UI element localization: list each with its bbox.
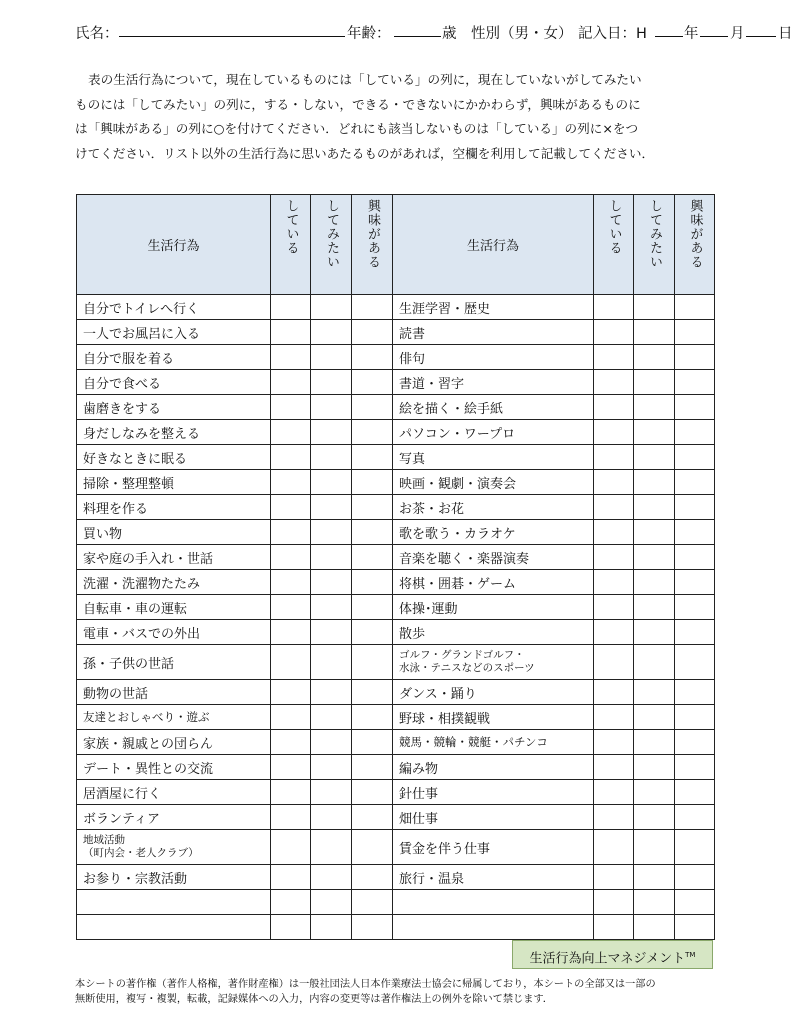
doing-column-header: している	[271, 195, 311, 295]
want-cell[interactable]	[634, 830, 675, 865]
want-cell[interactable]	[311, 570, 352, 595]
doing-cell[interactable]	[594, 755, 634, 780]
table-row-blank	[77, 915, 715, 940]
interest-cell[interactable]	[675, 295, 715, 320]
doing-cell[interactable]	[271, 730, 311, 755]
want-column-header: してみたい	[311, 195, 352, 295]
want-cell[interactable]	[311, 755, 352, 780]
want-cell[interactable]	[311, 520, 352, 545]
table-row	[77, 545, 715, 570]
activity-label: 洗濯・洗濯物たたみ	[77, 570, 271, 595]
activity-label: 編み物	[393, 755, 594, 780]
copyright-notice	[75, 977, 725, 1007]
interest-cell[interactable]	[675, 890, 715, 915]
activity-label: 写真	[393, 445, 594, 470]
table-row	[77, 370, 715, 395]
interest-cell[interactable]	[352, 865, 393, 890]
header-fields	[75, 22, 792, 48]
date-label: 記入日：H	[578, 26, 647, 42]
activity-label: 好きなときに眠る	[77, 445, 271, 470]
want-cell[interactable]	[634, 680, 675, 705]
copyright-line: 本シートの著作権（著作人格権，著作財産権）は一般社団法人日本作業療法士協会に帰属しており，本シートの全部又は一部の	[75, 979, 656, 990]
activity-label: 身だしなみを整える	[77, 420, 271, 445]
activity-label: 旅行・温泉	[393, 865, 594, 890]
table-row	[77, 830, 715, 865]
month-unit: 月	[730, 26, 745, 42]
want-cell[interactable]	[311, 680, 352, 705]
interest-cell[interactable]	[675, 645, 715, 680]
want-cell[interactable]	[311, 470, 352, 495]
activity-label: 家や庭の手入れ・世話	[77, 545, 271, 570]
table-row	[77, 645, 715, 680]
brand-badge	[512, 940, 713, 969]
activity-label: 孫・子供の世話	[77, 645, 271, 680]
instruction-line: 表の生活行為について，現在しているものには「している」の列に，現在していないがしてみたい	[88, 72, 642, 87]
interest-cell[interactable]	[352, 570, 393, 595]
want-cell[interactable]	[634, 620, 675, 645]
doing-cell[interactable]	[594, 545, 634, 570]
interest-cell[interactable]	[675, 830, 715, 865]
interest-cell[interactable]	[675, 495, 715, 520]
interest-cell[interactable]	[675, 520, 715, 545]
interest-cell[interactable]	[352, 595, 393, 620]
table-row	[77, 470, 715, 495]
interest-cell[interactable]	[675, 370, 715, 395]
activity-label: 体操･運動	[393, 595, 594, 620]
instructions	[75, 68, 725, 166]
doing-cell[interactable]	[271, 570, 311, 595]
interest-cell[interactable]	[352, 680, 393, 705]
want-cell[interactable]	[634, 755, 675, 780]
interest-cell[interactable]	[352, 295, 393, 320]
activity-label: 自分で服を着る	[77, 345, 271, 370]
want-cell[interactable]	[634, 570, 675, 595]
want-cell[interactable]	[634, 370, 675, 395]
doing-cell[interactable]	[271, 805, 311, 830]
interest-cell[interactable]	[352, 780, 393, 805]
interest-column-header: 興味がある	[352, 195, 393, 295]
want-cell[interactable]	[311, 890, 352, 915]
want-cell[interactable]	[634, 320, 675, 345]
blank-activity-cell[interactable]	[77, 890, 271, 915]
interest-cell[interactable]	[352, 345, 393, 370]
doing-cell[interactable]	[271, 320, 311, 345]
interest-cell[interactable]	[352, 645, 393, 680]
table-row	[77, 595, 715, 620]
activity-label: 映画・観劇・演奏会	[393, 470, 594, 495]
want-cell[interactable]	[634, 295, 675, 320]
table-row	[77, 705, 715, 730]
age-field[interactable]	[394, 22, 441, 37]
want-cell[interactable]	[311, 730, 352, 755]
want-cell[interactable]	[634, 420, 675, 445]
want-cell[interactable]	[311, 420, 352, 445]
activity-label: 散歩	[393, 620, 594, 645]
activity-label: 賃金を伴う仕事	[393, 830, 594, 865]
want-cell[interactable]	[311, 320, 352, 345]
want-cell[interactable]	[634, 705, 675, 730]
doing-cell[interactable]	[594, 915, 634, 940]
year-unit: 年	[684, 26, 699, 42]
doing-cell[interactable]	[594, 595, 634, 620]
interest-cell[interactable]	[675, 755, 715, 780]
doing-cell[interactable]	[271, 680, 311, 705]
activity-label: 地域活動 （町内会・老人クラブ）	[77, 830, 271, 865]
activity-label: 絵を描く・絵手紙	[393, 395, 594, 420]
doing-cell[interactable]	[271, 545, 311, 570]
want-column-header: してみたい	[634, 195, 675, 295]
want-cell[interactable]	[311, 620, 352, 645]
table-row	[77, 780, 715, 805]
doing-cell[interactable]	[271, 345, 311, 370]
want-cell[interactable]	[634, 595, 675, 620]
doing-cell[interactable]	[594, 570, 634, 595]
doing-cell[interactable]	[594, 320, 634, 345]
want-cell[interactable]	[311, 805, 352, 830]
activity-label: ゴルフ・グランドゴルフ・ 水泳・テニスなどのスポーツ	[393, 645, 594, 680]
interest-cell[interactable]	[675, 915, 715, 940]
activity-label: 自転車・車の運転	[77, 595, 271, 620]
want-cell[interactable]	[311, 370, 352, 395]
doing-cell[interactable]	[271, 620, 311, 645]
want-cell[interactable]	[311, 705, 352, 730]
interest-cell[interactable]	[352, 420, 393, 445]
activity-label: 歯磨きをする	[77, 395, 271, 420]
activity-label: デート・異性との交流	[77, 755, 271, 780]
activity-label: 居酒屋に行く	[77, 780, 271, 805]
activity-label: 野球・相撲観戦	[393, 705, 594, 730]
want-cell[interactable]	[634, 470, 675, 495]
table-row	[77, 345, 715, 370]
want-cell[interactable]	[634, 805, 675, 830]
interest-cell[interactable]	[675, 780, 715, 805]
want-cell[interactable]	[634, 915, 675, 940]
interest-cell[interactable]	[352, 890, 393, 915]
activity-label: 歌を歌う・カラオケ	[393, 520, 594, 545]
doing-cell[interactable]	[594, 470, 634, 495]
doing-cell[interactable]	[271, 890, 311, 915]
interest-cell[interactable]	[352, 830, 393, 865]
day-field[interactable]	[746, 22, 776, 37]
activity-label: 読書	[393, 320, 594, 345]
doing-cell[interactable]	[271, 780, 311, 805]
interest-cell[interactable]	[675, 545, 715, 570]
activity-label: 針仕事	[393, 780, 594, 805]
table-row	[77, 680, 715, 705]
activity-label: 音楽を聴く・楽器演奏	[393, 545, 594, 570]
table-header-row	[77, 195, 715, 295]
activity-label: 料理を作る	[77, 495, 271, 520]
want-cell[interactable]	[311, 345, 352, 370]
doing-cell[interactable]	[271, 645, 311, 680]
want-cell[interactable]	[634, 445, 675, 470]
activity-table	[76, 194, 715, 940]
want-cell[interactable]	[311, 865, 352, 890]
brand-label: 生活行為向上マネジメント	[529, 951, 686, 967]
want-cell[interactable]	[634, 495, 675, 520]
blank-activity-cell[interactable]	[393, 890, 594, 915]
activity-label: ダンス・踊り	[393, 680, 594, 705]
table-row	[77, 730, 715, 755]
interest-cell[interactable]	[675, 570, 715, 595]
activity-label: 将棋・囲碁・ゲーム	[393, 570, 594, 595]
activity-label: 買い物	[77, 520, 271, 545]
want-cell[interactable]	[634, 645, 675, 680]
doing-cell[interactable]	[594, 805, 634, 830]
interest-cell[interactable]	[352, 520, 393, 545]
doing-cell[interactable]	[594, 730, 634, 755]
table-row	[77, 865, 715, 890]
doing-cell[interactable]	[271, 915, 311, 940]
doing-cell[interactable]	[271, 370, 311, 395]
activity-label: 一人でお風呂に入る	[77, 320, 271, 345]
want-cell[interactable]	[311, 295, 352, 320]
want-cell[interactable]	[311, 545, 352, 570]
doing-cell[interactable]	[271, 445, 311, 470]
doing-cell[interactable]	[594, 345, 634, 370]
doing-cell[interactable]	[271, 520, 311, 545]
doing-cell[interactable]	[594, 495, 634, 520]
activity-label: 電車・バスでの外出	[77, 620, 271, 645]
instruction-line: は「興味がある」の列に○を付けてください．どれにも該当しないものは「している」の列に×をつ	[75, 121, 639, 137]
interest-cell[interactable]	[352, 445, 393, 470]
interest-cell[interactable]	[675, 420, 715, 445]
instruction-line: ものには「してみたい」の列に，する・しない，できる・できないにかかわらず，興味があるものに	[75, 96, 641, 112]
month-field[interactable]	[700, 22, 728, 37]
interest-cell[interactable]	[675, 345, 715, 370]
doing-cell[interactable]	[271, 395, 311, 420]
interest-cell[interactable]	[675, 865, 715, 890]
want-cell[interactable]	[634, 730, 675, 755]
table-row	[77, 495, 715, 520]
want-cell[interactable]	[311, 495, 352, 520]
activity-label: 自分でトイレへ行く	[77, 295, 271, 320]
doing-cell[interactable]	[594, 680, 634, 705]
want-cell[interactable]	[634, 395, 675, 420]
blank-activity-cell[interactable]	[393, 915, 594, 940]
interest-cell[interactable]	[675, 805, 715, 830]
interest-cell[interactable]	[675, 470, 715, 495]
interest-cell[interactable]	[352, 620, 393, 645]
year-field[interactable]	[655, 22, 683, 37]
doing-cell[interactable]	[594, 830, 634, 865]
table-row	[77, 295, 715, 320]
doing-cell[interactable]	[594, 520, 634, 545]
interest-cell[interactable]	[352, 320, 393, 345]
activity-label: 掃除・整理整頓	[77, 470, 271, 495]
age-label: 年齢：	[347, 26, 391, 42]
activity-label: 生涯学習・歴史	[393, 295, 594, 320]
doing-cell[interactable]	[271, 595, 311, 620]
activity-label: お参り・宗教活動	[77, 865, 271, 890]
doing-cell[interactable]	[594, 295, 634, 320]
copyright-line: 無断使用，複写・複製，転載，記録媒体への入力，内容の変更等は著作権法上の例外を除いて禁じます．	[75, 994, 553, 1005]
interest-cell[interactable]	[352, 805, 393, 830]
doing-cell[interactable]	[271, 470, 311, 495]
want-cell[interactable]	[311, 780, 352, 805]
blank-activity-cell[interactable]	[77, 915, 271, 940]
interest-cell[interactable]	[675, 620, 715, 645]
interest-cell[interactable]	[352, 470, 393, 495]
trademark-mark: TM	[685, 951, 696, 959]
interest-cell[interactable]	[352, 370, 393, 395]
doing-cell[interactable]	[271, 755, 311, 780]
table-row	[77, 320, 715, 345]
doing-cell[interactable]	[594, 395, 634, 420]
interest-cell[interactable]	[352, 705, 393, 730]
instruction-line: けてください．リスト以外の生活行為に思いあたるものがあれば，空欄を利用して記載してください．	[75, 145, 655, 161]
activity-label: 競馬・競輪・競艇・パチンコ	[393, 730, 594, 755]
table-row	[77, 570, 715, 595]
interest-cell[interactable]	[675, 320, 715, 345]
interest-cell[interactable]	[675, 705, 715, 730]
want-cell[interactable]	[311, 595, 352, 620]
table-row	[77, 395, 715, 420]
doing-cell[interactable]	[594, 445, 634, 470]
age-unit: 歳	[442, 26, 457, 42]
doing-cell[interactable]	[594, 420, 634, 445]
doing-cell[interactable]	[271, 865, 311, 890]
doing-cell[interactable]	[271, 295, 311, 320]
want-cell[interactable]	[634, 780, 675, 805]
activity-label: ボランティア	[77, 805, 271, 830]
want-cell[interactable]	[311, 645, 352, 680]
want-cell[interactable]	[634, 890, 675, 915]
activity-column-header: 生活行為	[77, 195, 271, 295]
interest-cell[interactable]	[352, 915, 393, 940]
activity-label: 俳句	[393, 345, 594, 370]
activity-label: お茶・お花	[393, 495, 594, 520]
name-field[interactable]	[119, 22, 345, 37]
doing-cell[interactable]	[271, 495, 311, 520]
interest-column-header: 興味がある	[675, 195, 715, 295]
doing-cell[interactable]	[594, 780, 634, 805]
want-cell[interactable]	[311, 915, 352, 940]
want-cell[interactable]	[634, 865, 675, 890]
doing-cell[interactable]	[594, 705, 634, 730]
table-row-blank	[77, 890, 715, 915]
table-row	[77, 755, 715, 780]
sex-label: 性別（男・女）	[471, 26, 573, 42]
doing-cell[interactable]	[594, 890, 634, 915]
interest-cell[interactable]	[675, 445, 715, 470]
doing-cell[interactable]	[594, 620, 634, 645]
want-cell[interactable]	[634, 520, 675, 545]
want-cell[interactable]	[311, 445, 352, 470]
interest-cell[interactable]	[675, 730, 715, 755]
doing-cell[interactable]	[594, 645, 634, 680]
want-cell[interactable]	[311, 830, 352, 865]
interest-cell[interactable]	[352, 495, 393, 520]
activity-column-header: 生活行為	[393, 195, 594, 295]
interest-cell[interactable]	[352, 395, 393, 420]
doing-column-header: している	[594, 195, 634, 295]
name-label: 氏名：	[75, 26, 119, 42]
table-row	[77, 805, 715, 830]
want-cell[interactable]	[634, 345, 675, 370]
table-row	[77, 420, 715, 445]
interest-cell[interactable]	[675, 395, 715, 420]
doing-cell[interactable]	[594, 370, 634, 395]
interest-cell[interactable]	[352, 545, 393, 570]
doing-cell[interactable]	[594, 865, 634, 890]
activity-label: 自分で食べる	[77, 370, 271, 395]
table-row	[77, 520, 715, 545]
doing-cell[interactable]	[271, 420, 311, 445]
doing-cell[interactable]	[271, 705, 311, 730]
activity-label: 家族・親戚との団らん	[77, 730, 271, 755]
table-row	[77, 620, 715, 645]
activity-label: 友達とおしゃべり・遊ぶ	[77, 705, 271, 730]
want-cell[interactable]	[634, 545, 675, 570]
table-row	[77, 445, 715, 470]
interest-cell[interactable]	[675, 595, 715, 620]
activity-label: 動物の世話	[77, 680, 271, 705]
activity-label: パソコン・ワープロ	[393, 420, 594, 445]
interest-cell[interactable]	[352, 730, 393, 755]
doing-cell[interactable]	[271, 830, 311, 865]
activity-label: 書道・習字	[393, 370, 594, 395]
activity-label: 畑仕事	[393, 805, 594, 830]
day-unit: 日	[778, 26, 792, 42]
interest-cell[interactable]	[352, 755, 393, 780]
want-cell[interactable]	[311, 395, 352, 420]
interest-cell[interactable]	[675, 680, 715, 705]
